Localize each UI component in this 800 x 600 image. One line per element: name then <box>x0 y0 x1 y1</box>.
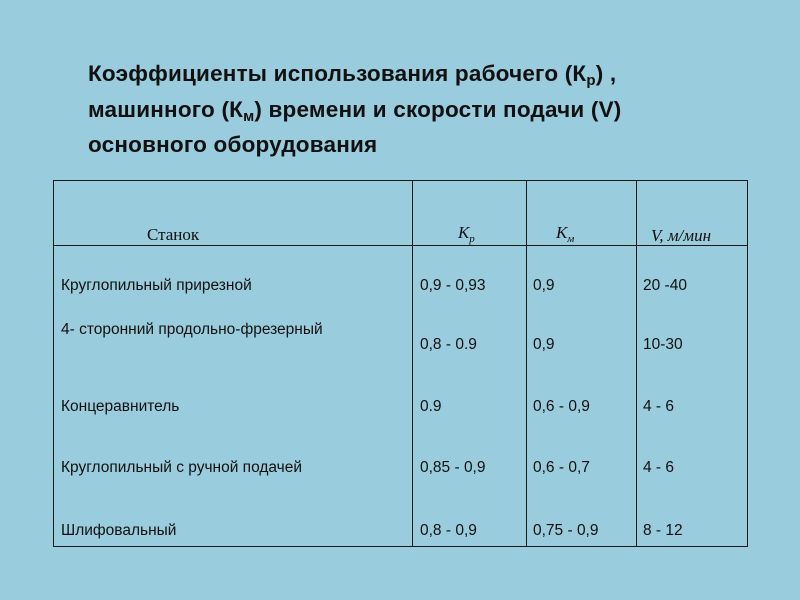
title-line-2: машинного $(К_м)$ времени и скорости подачи (V) <box>88 96 622 125</box>
row-1-machine: Круглопильный прирезной <box>61 277 252 294</box>
header-machine: Станок <box>147 225 200 244</box>
row-3-kr: 0.9 <box>420 398 442 415</box>
slide-title <box>88 56 778 163</box>
header-km: $К_м$ <box>556 223 575 245</box>
column-divider <box>412 181 413 546</box>
row-2-kr: 0,8 - 0.9 <box>420 336 477 353</box>
row-5-machine: Шлифовальный <box>61 522 177 539</box>
row-1-km: 0,9 <box>533 277 555 294</box>
row-3-km: 0,6 - 0,9 <box>533 398 590 415</box>
row-4-kr: 0,85 - 0,9 <box>420 459 486 476</box>
column-divider <box>636 181 637 546</box>
row-5-kr: 0,8 - 0,9 <box>420 522 477 539</box>
row-2-km: 0,9 <box>533 336 555 353</box>
row-3-machine: Концеравнитель <box>61 398 180 415</box>
row-1-v: 20 -40 <box>643 277 687 294</box>
title-line-1: Коэффициенты использования рабочего $(К_р)$ , <box>88 61 617 89</box>
row-2-machine: 4- сторонний продольно-фрезерный <box>61 321 323 338</box>
row-2-v: 10-30 <box>643 336 683 353</box>
row-5-km: 0,75 - 0,9 <box>533 522 599 539</box>
column-divider <box>526 181 527 546</box>
header-kr: $К_р$ <box>458 223 475 245</box>
row-3-v: 4 - 6 <box>643 398 675 415</box>
coefficients-table <box>53 180 748 547</box>
header-speed: V, м/мин <box>651 226 712 245</box>
header-divider <box>54 245 747 246</box>
row-5-v: 8 - 12 <box>643 522 683 539</box>
row-4-machine: Круглопильный с ручной подачей <box>61 459 303 476</box>
title-line-3: основного оборудования <box>88 132 378 158</box>
row-4-km: 0,6 - 0,7 <box>533 459 590 476</box>
row-4-v: 4 - 6 <box>643 459 675 476</box>
row-1-kr: 0,9 - 0,93 <box>420 277 486 294</box>
